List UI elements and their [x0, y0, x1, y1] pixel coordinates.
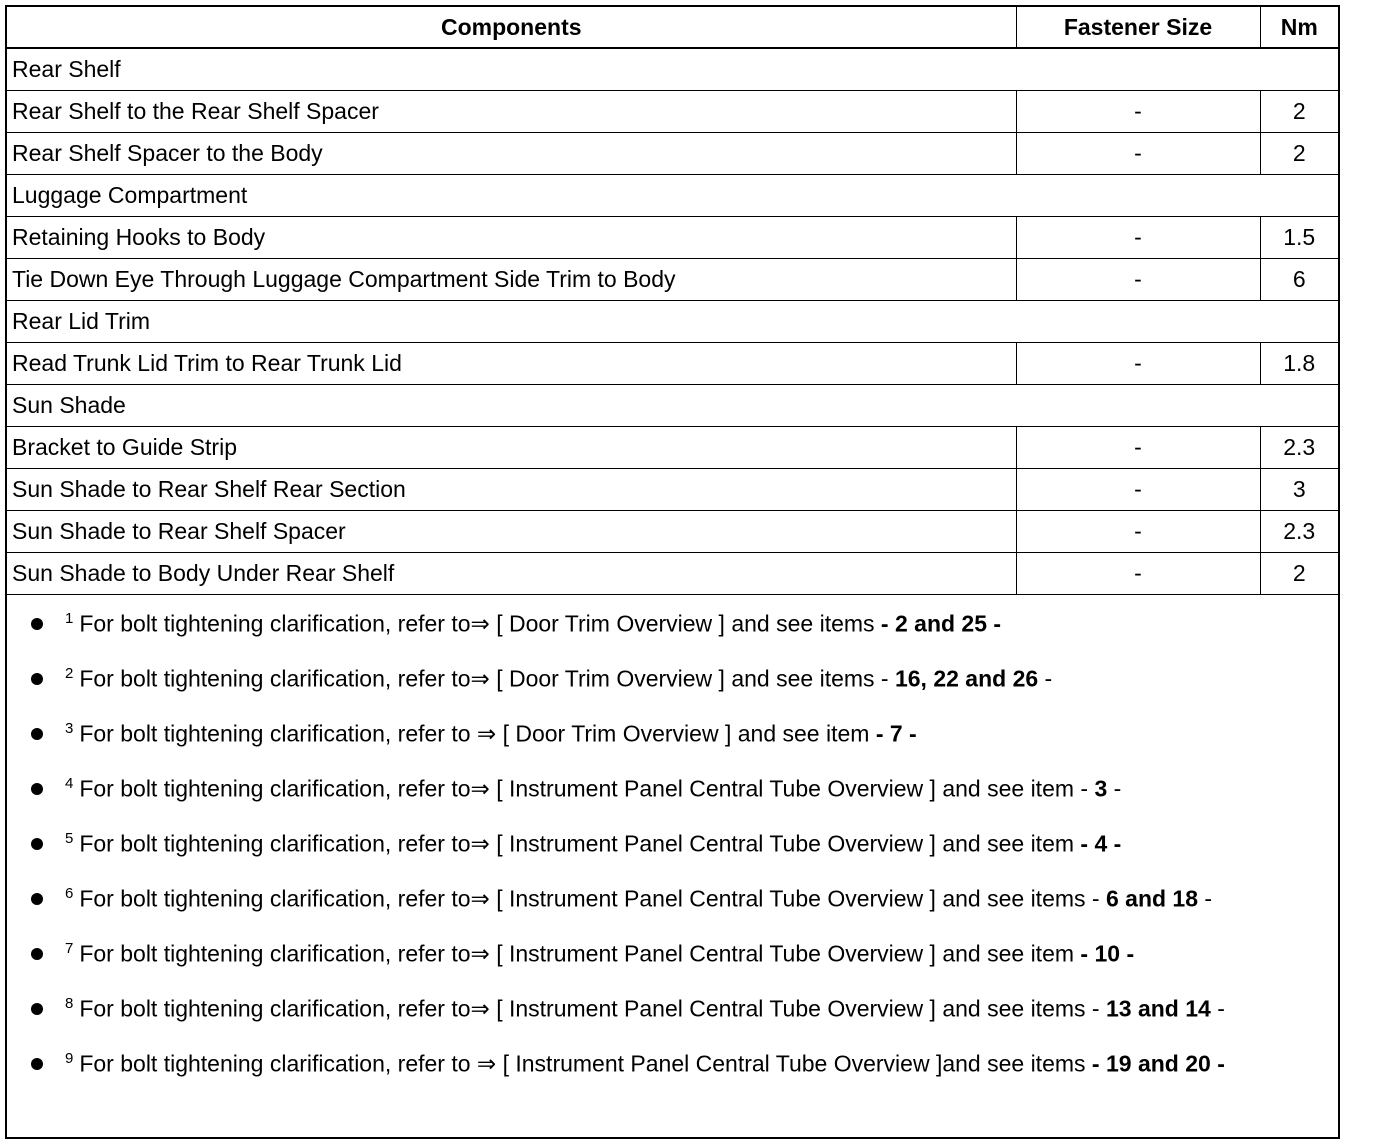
section-label: Sun Shade [7, 385, 1338, 427]
table-row [7, 511, 1338, 553]
footnote-item [31, 610, 1001, 640]
footnote-item [31, 940, 1134, 970]
fastener-size-cell: - [1016, 553, 1260, 595]
bullet-icon [31, 1058, 43, 1070]
section-row [7, 48, 1338, 91]
footnote-text: For bolt tightening clarification, refer to⇒ [ Door Trim Overview ] and see items [79, 610, 881, 637]
fastener-size-cell: - [1016, 91, 1260, 133]
component-cell: Sun Shade to Rear Shelf Spacer [7, 511, 1016, 553]
footnote-text: For bolt tightening clarification, refer to ⇒ [ Instrument Panel Central Tube Overview ]and see items [79, 1050, 1092, 1077]
footnote-text: For bolt tightening clarification, refer to⇒ [ Door Trim Overview ] and see items - [79, 665, 895, 692]
footnote-tail: - [1038, 665, 1053, 692]
footnote-items: - 7 - [875, 720, 917, 747]
bullet-icon [31, 893, 43, 905]
bullet-icon [31, 728, 43, 740]
torque-spec-frame [5, 5, 1340, 1139]
component-cell: Rear Shelf to the Rear Shelf Spacer [7, 91, 1016, 133]
bullet-icon [31, 1003, 43, 1015]
nm-cell: 2 [1260, 553, 1338, 595]
footnote-items: - 10 - [1080, 940, 1135, 967]
component-cell: Tie Down Eye Through Luggage Compartment Side Trim to Body [7, 259, 1016, 301]
footnote-number: 9 [65, 1050, 74, 1067]
footnote-text: For bolt tightening clarification, refer to⇒ [ Instrument Panel Central Tube Overview ] and see items - [79, 885, 1106, 912]
footnote-number: 5 [65, 830, 74, 847]
nm-cell: 1.5 [1260, 217, 1338, 259]
bullet-icon [31, 838, 43, 850]
table-row [7, 91, 1338, 133]
nm-cell: 2.3 [1260, 511, 1338, 553]
table-row [7, 553, 1338, 595]
component-cell: Retaining Hooks to Body [7, 217, 1016, 259]
table-row [7, 343, 1338, 385]
component-cell: Rear Shelf Spacer to the Body [7, 133, 1016, 175]
footnote-number: 3 [65, 720, 74, 737]
footnote-items: - 19 and 20 - [1091, 1050, 1225, 1077]
footnote-text: For bolt tightening clarification, refer to⇒ [ Instrument Panel Central Tube Overview ] and see item [79, 830, 1081, 857]
nm-cell: 6 [1260, 259, 1338, 301]
footnote-item [31, 775, 1121, 805]
footnote-tail: - [1210, 995, 1225, 1022]
table-row [7, 427, 1338, 469]
table-row [7, 259, 1338, 301]
bullet-icon [31, 673, 43, 685]
table-row [7, 217, 1338, 259]
footnote-items: - 4 - [1080, 830, 1122, 857]
bullet-icon [31, 948, 43, 960]
footnote-text: For bolt tightening clarification, refer to⇒ [ Instrument Panel Central Tube Overview ] and see item - [79, 775, 1095, 802]
fastener-size-cell: - [1016, 427, 1260, 469]
footnote-item [31, 1050, 1225, 1080]
section-label: Luggage Compartment [7, 175, 1338, 217]
section-label: Rear Shelf [7, 48, 1338, 91]
fastener-size-cell: - [1016, 511, 1260, 553]
fastener-size-cell: - [1016, 469, 1260, 511]
section-row [7, 301, 1338, 343]
footnote-text: For bolt tightening clarification, refer to ⇒ [ Door Trim Overview ] and see item [79, 720, 876, 747]
footnote-tail: - [1198, 885, 1213, 912]
fastener-size-cell: - [1016, 343, 1260, 385]
footnote-number: 8 [65, 995, 74, 1012]
footnote-number: 6 [65, 885, 74, 902]
nm-cell: 2 [1260, 133, 1338, 175]
footnote-items: 16, 22 and 26 [894, 665, 1039, 692]
torque-spec-table [7, 7, 1338, 595]
fastener-size-cell: - [1016, 133, 1260, 175]
footnote-item [31, 885, 1212, 915]
bullet-icon [31, 783, 43, 795]
table-row [7, 469, 1338, 511]
component-cell: Read Trunk Lid Trim to Rear Trunk Lid [7, 343, 1016, 385]
header-components: Components [7, 7, 1016, 48]
section-row [7, 175, 1338, 217]
footnote-items: 6 and 18 [1105, 885, 1199, 912]
footnote-items: 13 and 14 [1105, 995, 1211, 1022]
footnote-item [31, 665, 1052, 695]
footnote-tail: - [1107, 775, 1122, 802]
table-header-row [7, 7, 1338, 48]
section-label: Rear Lid Trim [7, 301, 1338, 343]
footnote-number: 2 [65, 665, 74, 682]
footnote-number: 7 [65, 940, 74, 957]
footnote-number: 4 [65, 775, 74, 792]
bullet-icon [31, 618, 43, 630]
header-nm: Nm [1260, 7, 1338, 48]
component-cell: Sun Shade to Body Under Rear Shelf [7, 553, 1016, 595]
nm-cell: 1.8 [1260, 343, 1338, 385]
footnote-number: 1 [65, 610, 74, 627]
footnote-text: For bolt tightening clarification, refer to⇒ [ Instrument Panel Central Tube Overview ] and see items - [79, 995, 1106, 1022]
fastener-size-cell: - [1016, 259, 1260, 301]
fastener-size-cell: - [1016, 217, 1260, 259]
footnote-items: 3 [1094, 775, 1108, 802]
component-cell: Sun Shade to Rear Shelf Rear Section [7, 469, 1016, 511]
nm-cell: 2 [1260, 91, 1338, 133]
table-row [7, 133, 1338, 175]
footnote-text: For bolt tightening clarification, refer to⇒ [ Instrument Panel Central Tube Overview ] and see item [79, 940, 1081, 967]
footnote-item [31, 720, 917, 750]
footnote-item [31, 995, 1225, 1025]
nm-cell: 2.3 [1260, 427, 1338, 469]
section-row [7, 385, 1338, 427]
header-fastener-size: Fastener Size [1016, 7, 1260, 48]
footnote-item [31, 830, 1121, 860]
component-cell: Bracket to Guide Strip [7, 427, 1016, 469]
nm-cell: 3 [1260, 469, 1338, 511]
footnote-items: - 2 and 25 - [880, 610, 1002, 637]
